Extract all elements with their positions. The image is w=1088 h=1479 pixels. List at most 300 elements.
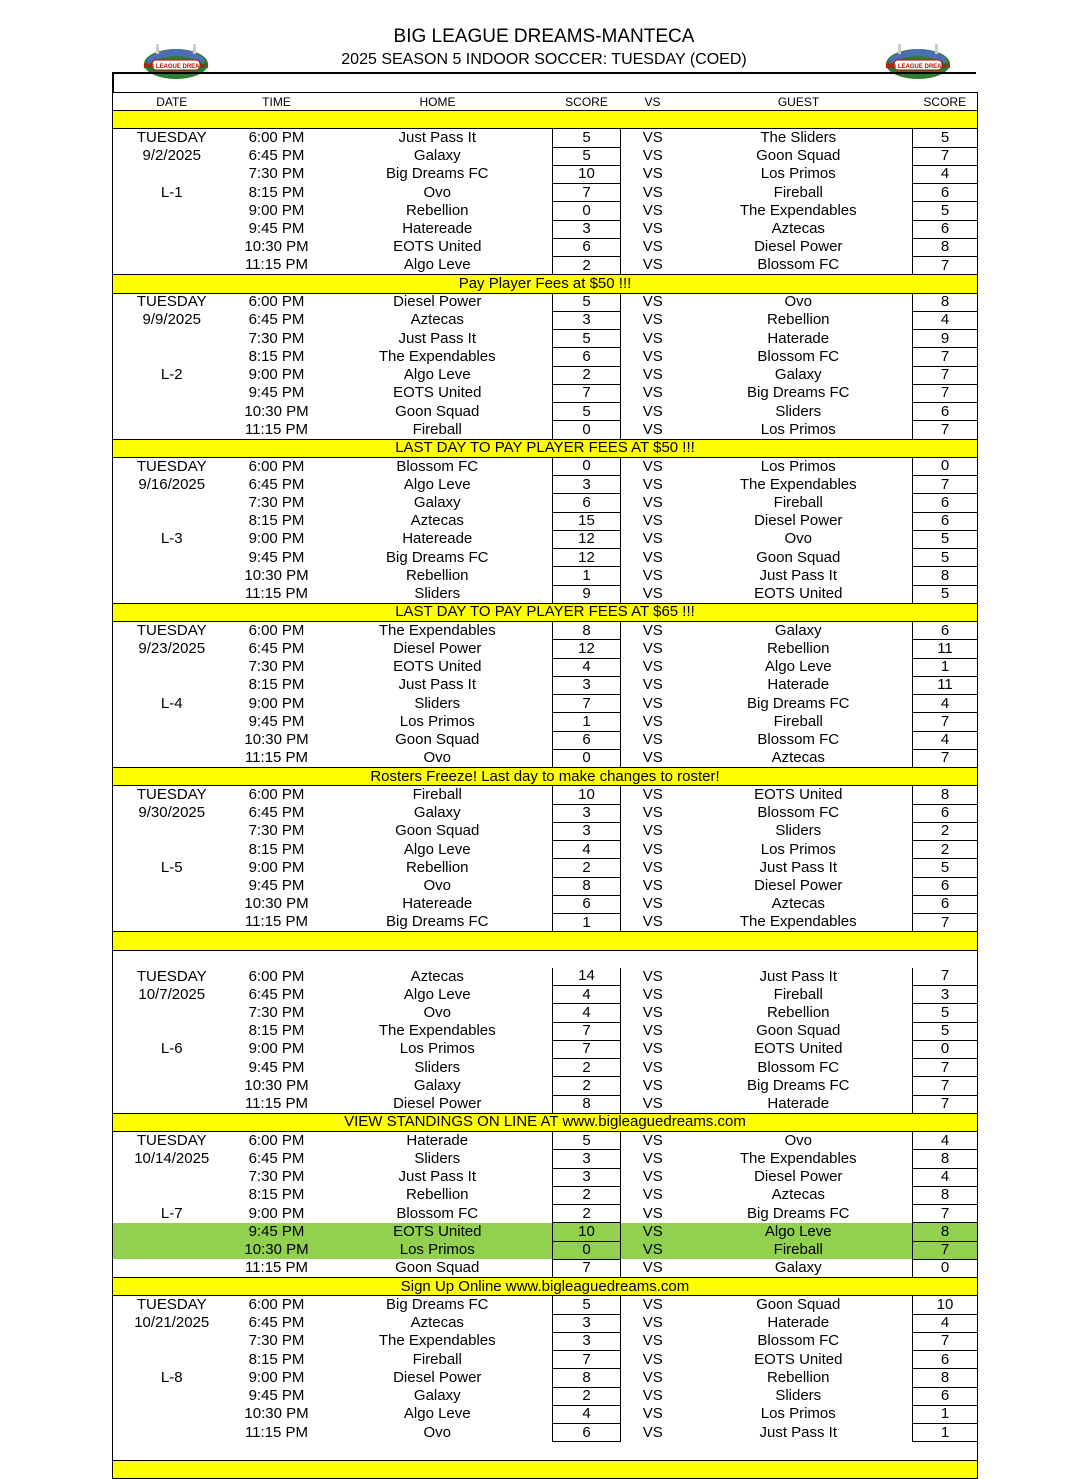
- time-cell: 7:30 PM: [248, 1332, 305, 1350]
- home-score-cell: 1: [553, 914, 621, 932]
- game-row: [113, 1424, 978, 1442]
- guest-score-cell: 7: [913, 1241, 978, 1259]
- home-score-cell: 4: [553, 1004, 621, 1022]
- guest-team-cell: Blossom FC: [757, 256, 840, 274]
- game-row: [113, 1186, 978, 1204]
- home-score-cell: 2: [553, 257, 621, 275]
- guest-team-cell: Los Primos: [760, 165, 836, 183]
- vs-cell: VS: [642, 1168, 663, 1186]
- home-score-cell: 0: [553, 421, 621, 439]
- date-cell: [113, 914, 231, 932]
- vs-cell: VS: [642, 1186, 663, 1204]
- guest-score-cell: 8: [913, 567, 978, 585]
- guest-team-cell: EOTS United: [754, 1350, 843, 1368]
- home-score-cell: 6: [553, 895, 621, 913]
- svg-text:BIG LEAGUE DREAMS: BIG LEAGUE DREAMS: [143, 64, 209, 70]
- date-cell: [113, 822, 231, 840]
- guest-team-cell: Diesel Power: [754, 1168, 843, 1186]
- home-team-cell: Sliders: [414, 1149, 461, 1167]
- home-team-cell: Ovo: [423, 183, 451, 201]
- time-cell: 10:30 PM: [244, 1076, 309, 1094]
- home-team-cell: Diesel Power: [393, 639, 482, 657]
- notice-banner: [113, 111, 978, 129]
- guest-team-cell: Haterade: [767, 676, 830, 694]
- guest-team-cell: Rebellion: [766, 1368, 830, 1386]
- home-score-cell: 2: [553, 366, 621, 384]
- time-cell: 7:30 PM: [248, 658, 305, 676]
- vs-cell: VS: [642, 712, 663, 730]
- date-cell: [113, 1004, 231, 1022]
- game-row: [113, 1168, 978, 1186]
- game-row: [113, 293, 978, 311]
- date-cell: [113, 238, 231, 256]
- time-cell: 10:30 PM: [244, 731, 309, 749]
- game-row: [113, 330, 978, 348]
- home-score-cell: 6: [553, 238, 621, 256]
- time-cell: 6:45 PM: [248, 1149, 305, 1167]
- game-row: [113, 421, 978, 439]
- time-cell: 10:30 PM: [244, 566, 309, 584]
- date-cell: [113, 330, 231, 348]
- guest-team-cell: Galaxy: [774, 621, 822, 639]
- guest-team-cell: Haterade: [767, 1314, 830, 1332]
- game-row: [113, 1259, 978, 1277]
- time-cell: 6:45 PM: [248, 147, 305, 165]
- vs-cell: VS: [642, 129, 663, 147]
- vs-cell: VS: [642, 658, 663, 676]
- guest-team-cell: Sliders: [775, 1387, 822, 1405]
- vs-cell: VS: [642, 420, 663, 438]
- time-cell: 9:00 PM: [248, 201, 305, 219]
- time-cell: 9:45 PM: [231, 1223, 323, 1241]
- time-cell: 6:00 PM: [248, 457, 305, 475]
- guest-score-cell: 4: [913, 311, 978, 329]
- header-row: [113, 93, 978, 111]
- home-score-cell: 0: [553, 1241, 621, 1259]
- time-cell: 8:15 PM: [248, 347, 305, 365]
- game-row: [113, 841, 978, 859]
- date-cell: L-8: [160, 1368, 183, 1386]
- date-cell: [113, 1424, 231, 1442]
- home-score-cell: 3: [553, 311, 621, 329]
- vs-cell: VS: [642, 822, 663, 840]
- guest-team-cell: Just Pass It: [759, 858, 838, 876]
- game-row: [113, 1095, 978, 1113]
- game-row: [113, 366, 978, 384]
- home-team-cell: Rebellion: [405, 566, 469, 584]
- home-score-cell: 2: [553, 1387, 621, 1405]
- date-cell: [113, 403, 231, 421]
- guest-team-cell: Aztecas: [771, 220, 825, 238]
- guest-score-cell: 1: [913, 1424, 978, 1442]
- guest-team-cell: Diesel Power: [754, 877, 843, 895]
- date-cell: [113, 202, 231, 220]
- guest-team-cell: Fireball: [773, 493, 823, 511]
- home-score-cell: 5: [553, 330, 621, 348]
- time-cell: 8:15 PM: [248, 676, 305, 694]
- home-score-cell: 3: [553, 1150, 621, 1168]
- date-cell: L-2: [160, 366, 183, 384]
- guest-team-cell: EOTS United: [754, 1040, 843, 1058]
- home-team-cell: Just Pass It: [398, 129, 477, 147]
- home-score-cell: 3: [553, 476, 621, 494]
- guest-team-cell: Sliders: [775, 402, 822, 420]
- time-cell: 10:30 PM: [244, 238, 309, 256]
- guest-team-cell: Aztecas: [771, 1186, 825, 1204]
- game-row: [113, 1351, 978, 1369]
- guest-score-cell: 6: [913, 895, 978, 913]
- date-cell: [113, 1168, 231, 1186]
- date-cell: [113, 658, 231, 676]
- date-cell: TUESDAY: [136, 1131, 207, 1149]
- home-team-cell: Fireball: [412, 420, 462, 438]
- date-cell: [113, 1259, 231, 1277]
- notice-text: [113, 111, 978, 129]
- home-score-cell: 3: [553, 1332, 621, 1350]
- home-score-cell: 7: [553, 1351, 621, 1369]
- guest-score-cell: 4: [913, 1168, 978, 1186]
- game-row: [113, 1369, 978, 1387]
- notice-text: LAST DAY TO PAY PLAYER FEES AT $65 !!!: [113, 603, 978, 621]
- guest-score-cell: 5: [913, 202, 978, 220]
- guest-team-cell: Los Primos: [760, 1405, 836, 1423]
- vs-cell: VS: [642, 1204, 663, 1222]
- home-score-cell: 10: [553, 1223, 621, 1241]
- guest-score-cell: 6: [913, 403, 978, 421]
- time-cell: 6:00 PM: [248, 621, 305, 639]
- guest-score-cell: 1: [913, 658, 978, 676]
- guest-team-cell: Los Primos: [760, 840, 836, 858]
- guest-score-cell: 7: [913, 1059, 978, 1077]
- home-score-cell: 7: [553, 184, 621, 202]
- game-row: [113, 476, 978, 494]
- guest-score-cell: 11: [913, 676, 978, 694]
- guest-score-cell: 10: [913, 1296, 978, 1314]
- guest-team-cell: The Expendables: [739, 475, 857, 493]
- col-header-home: HOME: [323, 93, 553, 111]
- time-cell: 7:30 PM: [248, 329, 305, 347]
- vs-cell: VS: [642, 384, 663, 402]
- home-team-cell: Ovo: [423, 877, 451, 895]
- vs-cell: VS: [642, 165, 663, 183]
- date-cell: [113, 512, 231, 530]
- vs-cell: VS: [642, 457, 663, 475]
- vs-cell: VS: [642, 1003, 663, 1021]
- col-header-guest-score: SCORE: [913, 93, 978, 111]
- game-row: [113, 165, 978, 183]
- home-score-cell: 1: [553, 567, 621, 585]
- guest-score-cell: 7: [913, 476, 978, 494]
- home-team-cell: Los Primos: [399, 1040, 475, 1058]
- home-team-cell: Goon Squad: [395, 1259, 480, 1277]
- home-team-cell: Blossom FC: [396, 457, 479, 475]
- date-cell: [113, 348, 231, 366]
- home-score-cell: 6: [553, 494, 621, 512]
- guest-team-cell: Los Primos: [760, 457, 836, 475]
- guest-team-cell: Big Dreams FC: [746, 384, 850, 402]
- guest-team-cell: Diesel Power: [754, 512, 843, 530]
- home-score-cell: 8: [553, 1369, 621, 1387]
- game-row: [113, 1022, 978, 1040]
- game-row: [113, 822, 978, 840]
- guest-team-cell: Fireball: [773, 183, 823, 201]
- game-row: [113, 786, 978, 804]
- home-team-cell: Aztecas: [410, 1314, 464, 1332]
- home-score-cell: 8: [553, 877, 621, 895]
- guest-team-cell: Algo Leve: [685, 1223, 913, 1241]
- guest-score-cell: 3: [913, 986, 978, 1004]
- date-cell: TUESDAY: [136, 621, 207, 639]
- home-score-cell: 2: [553, 1205, 621, 1223]
- home-team-cell: Algo Leve: [403, 985, 471, 1003]
- date-cell: 9/23/2025: [138, 639, 206, 657]
- vs-cell: VS: [642, 566, 663, 584]
- vs-cell: VS: [642, 147, 663, 165]
- date-cell: [113, 877, 231, 895]
- guest-score-cell: 6: [913, 1387, 978, 1405]
- time-cell: 6:45 PM: [248, 985, 305, 1003]
- home-team-cell: Sliders: [414, 585, 461, 602]
- guest-score-cell: 7: [913, 257, 978, 275]
- date-cell: 9/9/2025: [142, 311, 201, 329]
- home-score-cell: 1: [553, 713, 621, 731]
- time-cell: 11:15 PM: [244, 1259, 309, 1277]
- guest-score-cell: 1: [913, 1405, 978, 1423]
- home-team-cell: Rebellion: [405, 201, 469, 219]
- spacer-cell: [113, 950, 978, 968]
- home-score-cell: 15: [553, 512, 621, 530]
- guest-team-cell: Fireball: [773, 712, 823, 730]
- notice-text: LAST DAY TO PAY PLAYER FEES AT $50 !!!: [113, 439, 978, 457]
- home-team-cell: Diesel Power: [393, 1095, 482, 1112]
- game-row: [113, 549, 978, 567]
- col-header-home-score: SCORE: [553, 93, 621, 111]
- time-cell: 7:30 PM: [248, 1168, 305, 1186]
- home-team-cell: Algo Leve: [403, 1405, 471, 1423]
- vs-cell: VS: [642, 1405, 663, 1423]
- vs-cell: VS: [642, 913, 663, 931]
- game-row: [113, 877, 978, 895]
- notice-banner: [113, 932, 978, 950]
- svg-text:BIG LEAGUE DREAMS: BIG LEAGUE DREAMS: [885, 64, 951, 70]
- vs-cell: VS: [642, 475, 663, 493]
- game-row: [113, 585, 978, 603]
- home-team-cell: Hatereade: [402, 895, 473, 913]
- vs-cell: VS: [621, 1223, 685, 1241]
- guest-score-cell: 6: [913, 184, 978, 202]
- guest-team-cell: Rebellion: [766, 639, 830, 657]
- game-row: [113, 1223, 978, 1241]
- home-team-cell: Hatereade: [402, 530, 473, 548]
- guest-team-cell: Blossom FC: [757, 1332, 840, 1350]
- time-cell: 8:15 PM: [248, 1022, 305, 1040]
- vs-cell: VS: [642, 877, 663, 895]
- vs-cell: VS: [642, 402, 663, 420]
- time-cell: 6:00 PM: [248, 967, 305, 985]
- vs-cell: VS: [642, 749, 663, 767]
- vs-cell: VS: [642, 1131, 663, 1149]
- guest-score-cell: 8: [913, 293, 978, 311]
- time-cell: 6:45 PM: [248, 804, 305, 822]
- date-cell: [113, 549, 231, 567]
- notice-text: [113, 1460, 978, 1478]
- home-score-cell: 4: [553, 841, 621, 859]
- guest-team-cell: Blossom FC: [757, 347, 840, 365]
- home-team-cell: Galaxy: [413, 1387, 461, 1405]
- vs-cell: VS: [642, 985, 663, 1003]
- guest-score-cell: 0: [913, 1259, 978, 1277]
- home-score-cell: 12: [553, 549, 621, 567]
- game-row: [113, 731, 978, 749]
- date-cell: 9/2/2025: [142, 147, 201, 165]
- date-cell: 10/7/2025: [138, 985, 206, 1003]
- vs-cell: VS: [642, 201, 663, 219]
- date-cell: [113, 841, 231, 859]
- home-team-cell: EOTS United: [393, 384, 482, 402]
- vs-cell: VS: [642, 1368, 663, 1386]
- home-team-cell: Aztecas: [410, 967, 464, 985]
- game-row: [113, 713, 978, 731]
- date-cell: [113, 1387, 231, 1405]
- date-cell: [113, 749, 231, 767]
- date-cell: 10/14/2025: [134, 1149, 210, 1167]
- guest-score-cell: 6: [913, 622, 978, 640]
- time-cell: 9:00 PM: [248, 366, 305, 384]
- guest-score-cell: 9: [913, 330, 978, 348]
- vs-cell: VS: [642, 1296, 663, 1314]
- notice-banner: [113, 1278, 978, 1296]
- guest-team-cell: Just Pass It: [759, 1423, 838, 1441]
- date-cell: [113, 1186, 231, 1204]
- guest-team-cell: The Expendables: [739, 1149, 857, 1167]
- guest-team-cell: Fireball: [773, 985, 823, 1003]
- date-cell: [113, 384, 231, 402]
- guest-score-cell: 5: [913, 549, 978, 567]
- vs-cell: VS: [642, 347, 663, 365]
- time-cell: 11:15 PM: [244, 1095, 309, 1112]
- game-row: [113, 184, 978, 202]
- game-row: [113, 1296, 978, 1314]
- game-row: [113, 257, 978, 275]
- guest-score-cell: 4: [913, 1314, 978, 1332]
- time-cell: 10:30 PM: [244, 895, 309, 913]
- home-team-cell: Algo Leve: [403, 840, 471, 858]
- game-row: [113, 311, 978, 329]
- guest-team-cell: Ovo: [784, 530, 812, 548]
- time-cell: 7:30 PM: [248, 493, 305, 511]
- notice-text: VIEW STANDINGS ON LINE AT www.bigleaguedreams.com: [113, 1113, 978, 1131]
- home-score-cell: 12: [553, 640, 621, 658]
- guest-team-cell: Algo Leve: [764, 658, 832, 676]
- home-team-cell: Galaxy: [413, 147, 461, 165]
- time-cell: 7:30 PM: [248, 822, 305, 840]
- guest-score-cell: 0: [913, 457, 978, 475]
- vs-cell: VS: [621, 1241, 685, 1259]
- guest-score-cell: 4: [913, 695, 978, 713]
- home-score-cell: 7: [553, 1022, 621, 1040]
- time-cell: 8:15 PM: [248, 183, 305, 201]
- home-team-cell: Rebellion: [405, 858, 469, 876]
- notice-text: [113, 932, 978, 950]
- vs-cell: VS: [642, 183, 663, 201]
- guest-team-cell: Diesel Power: [754, 238, 843, 256]
- home-team-cell: Ovo: [423, 1423, 451, 1441]
- time-cell: 11:15 PM: [244, 585, 309, 602]
- home-score-cell: 5: [553, 403, 621, 421]
- date-cell: 10/21/2025: [134, 1314, 210, 1332]
- home-team-cell: Algo Leve: [403, 366, 471, 384]
- home-team-cell: EOTS United: [393, 658, 482, 676]
- guest-team-cell: Haterade: [767, 329, 830, 347]
- game-row: [113, 512, 978, 530]
- guest-score-cell: 7: [913, 749, 978, 767]
- guest-score-cell: 4: [913, 731, 978, 749]
- guest-team-cell: Haterade: [767, 1095, 830, 1112]
- notice-banner: [113, 768, 978, 786]
- guest-score-cell: 7: [913, 384, 978, 402]
- time-cell: 6:00 PM: [248, 1131, 305, 1149]
- guest-score-cell: 7: [913, 713, 978, 731]
- home-score-cell: 5: [553, 1296, 621, 1314]
- vs-cell: VS: [642, 311, 663, 329]
- notice-banner: [113, 1460, 978, 1478]
- spacer-row: [113, 950, 978, 968]
- time-cell: 7:30 PM: [248, 1003, 305, 1021]
- vs-cell: VS: [642, 786, 663, 804]
- home-score-cell: 3: [553, 1168, 621, 1186]
- date-cell: TUESDAY: [136, 786, 207, 804]
- game-row: [113, 640, 978, 658]
- date-cell: [113, 731, 231, 749]
- home-score-cell: 2: [553, 1186, 621, 1204]
- home-team-cell: Goon Squad: [395, 731, 480, 749]
- game-row: [113, 1205, 978, 1223]
- notice-banner: [113, 603, 978, 621]
- guest-team-cell: Fireball: [685, 1241, 913, 1259]
- col-header-vs: VS: [621, 93, 685, 111]
- guest-score-cell: 7: [913, 1095, 978, 1113]
- date-cell: [113, 165, 231, 183]
- home-team-cell: Sliders: [414, 1058, 461, 1076]
- game-row: [113, 986, 978, 1004]
- time-cell: 9:45 PM: [248, 220, 305, 238]
- notice-text: Pay Player Fees at $50 !!!: [113, 275, 978, 293]
- time-cell: 11:15 PM: [244, 420, 309, 438]
- home-score-cell: 6: [553, 731, 621, 749]
- spacer-cell: [113, 1442, 978, 1460]
- home-score-cell: 2: [553, 1059, 621, 1077]
- time-cell: 6:45 PM: [248, 639, 305, 657]
- guest-team-cell: Ovo: [784, 1131, 812, 1149]
- vs-cell: VS: [642, 804, 663, 822]
- home-team-cell: Galaxy: [413, 493, 461, 511]
- game-row: [113, 403, 978, 421]
- home-score-cell: 6: [553, 1424, 621, 1442]
- home-team-cell: EOTS United: [323, 1223, 553, 1241]
- guest-score-cell: 5: [913, 530, 978, 548]
- guest-score-cell: 5: [913, 1004, 978, 1022]
- guest-score-cell: 7: [913, 1077, 978, 1095]
- time-cell: 9:00 PM: [248, 694, 305, 712]
- home-team-cell: Algo Leve: [403, 475, 471, 493]
- game-row: [113, 804, 978, 822]
- game-row: [113, 1314, 978, 1332]
- time-cell: 9:00 PM: [248, 858, 305, 876]
- time-cell: 9:00 PM: [248, 1040, 305, 1058]
- game-row: [113, 1059, 978, 1077]
- vs-cell: VS: [642, 293, 663, 311]
- home-team-cell: Galaxy: [413, 1076, 461, 1094]
